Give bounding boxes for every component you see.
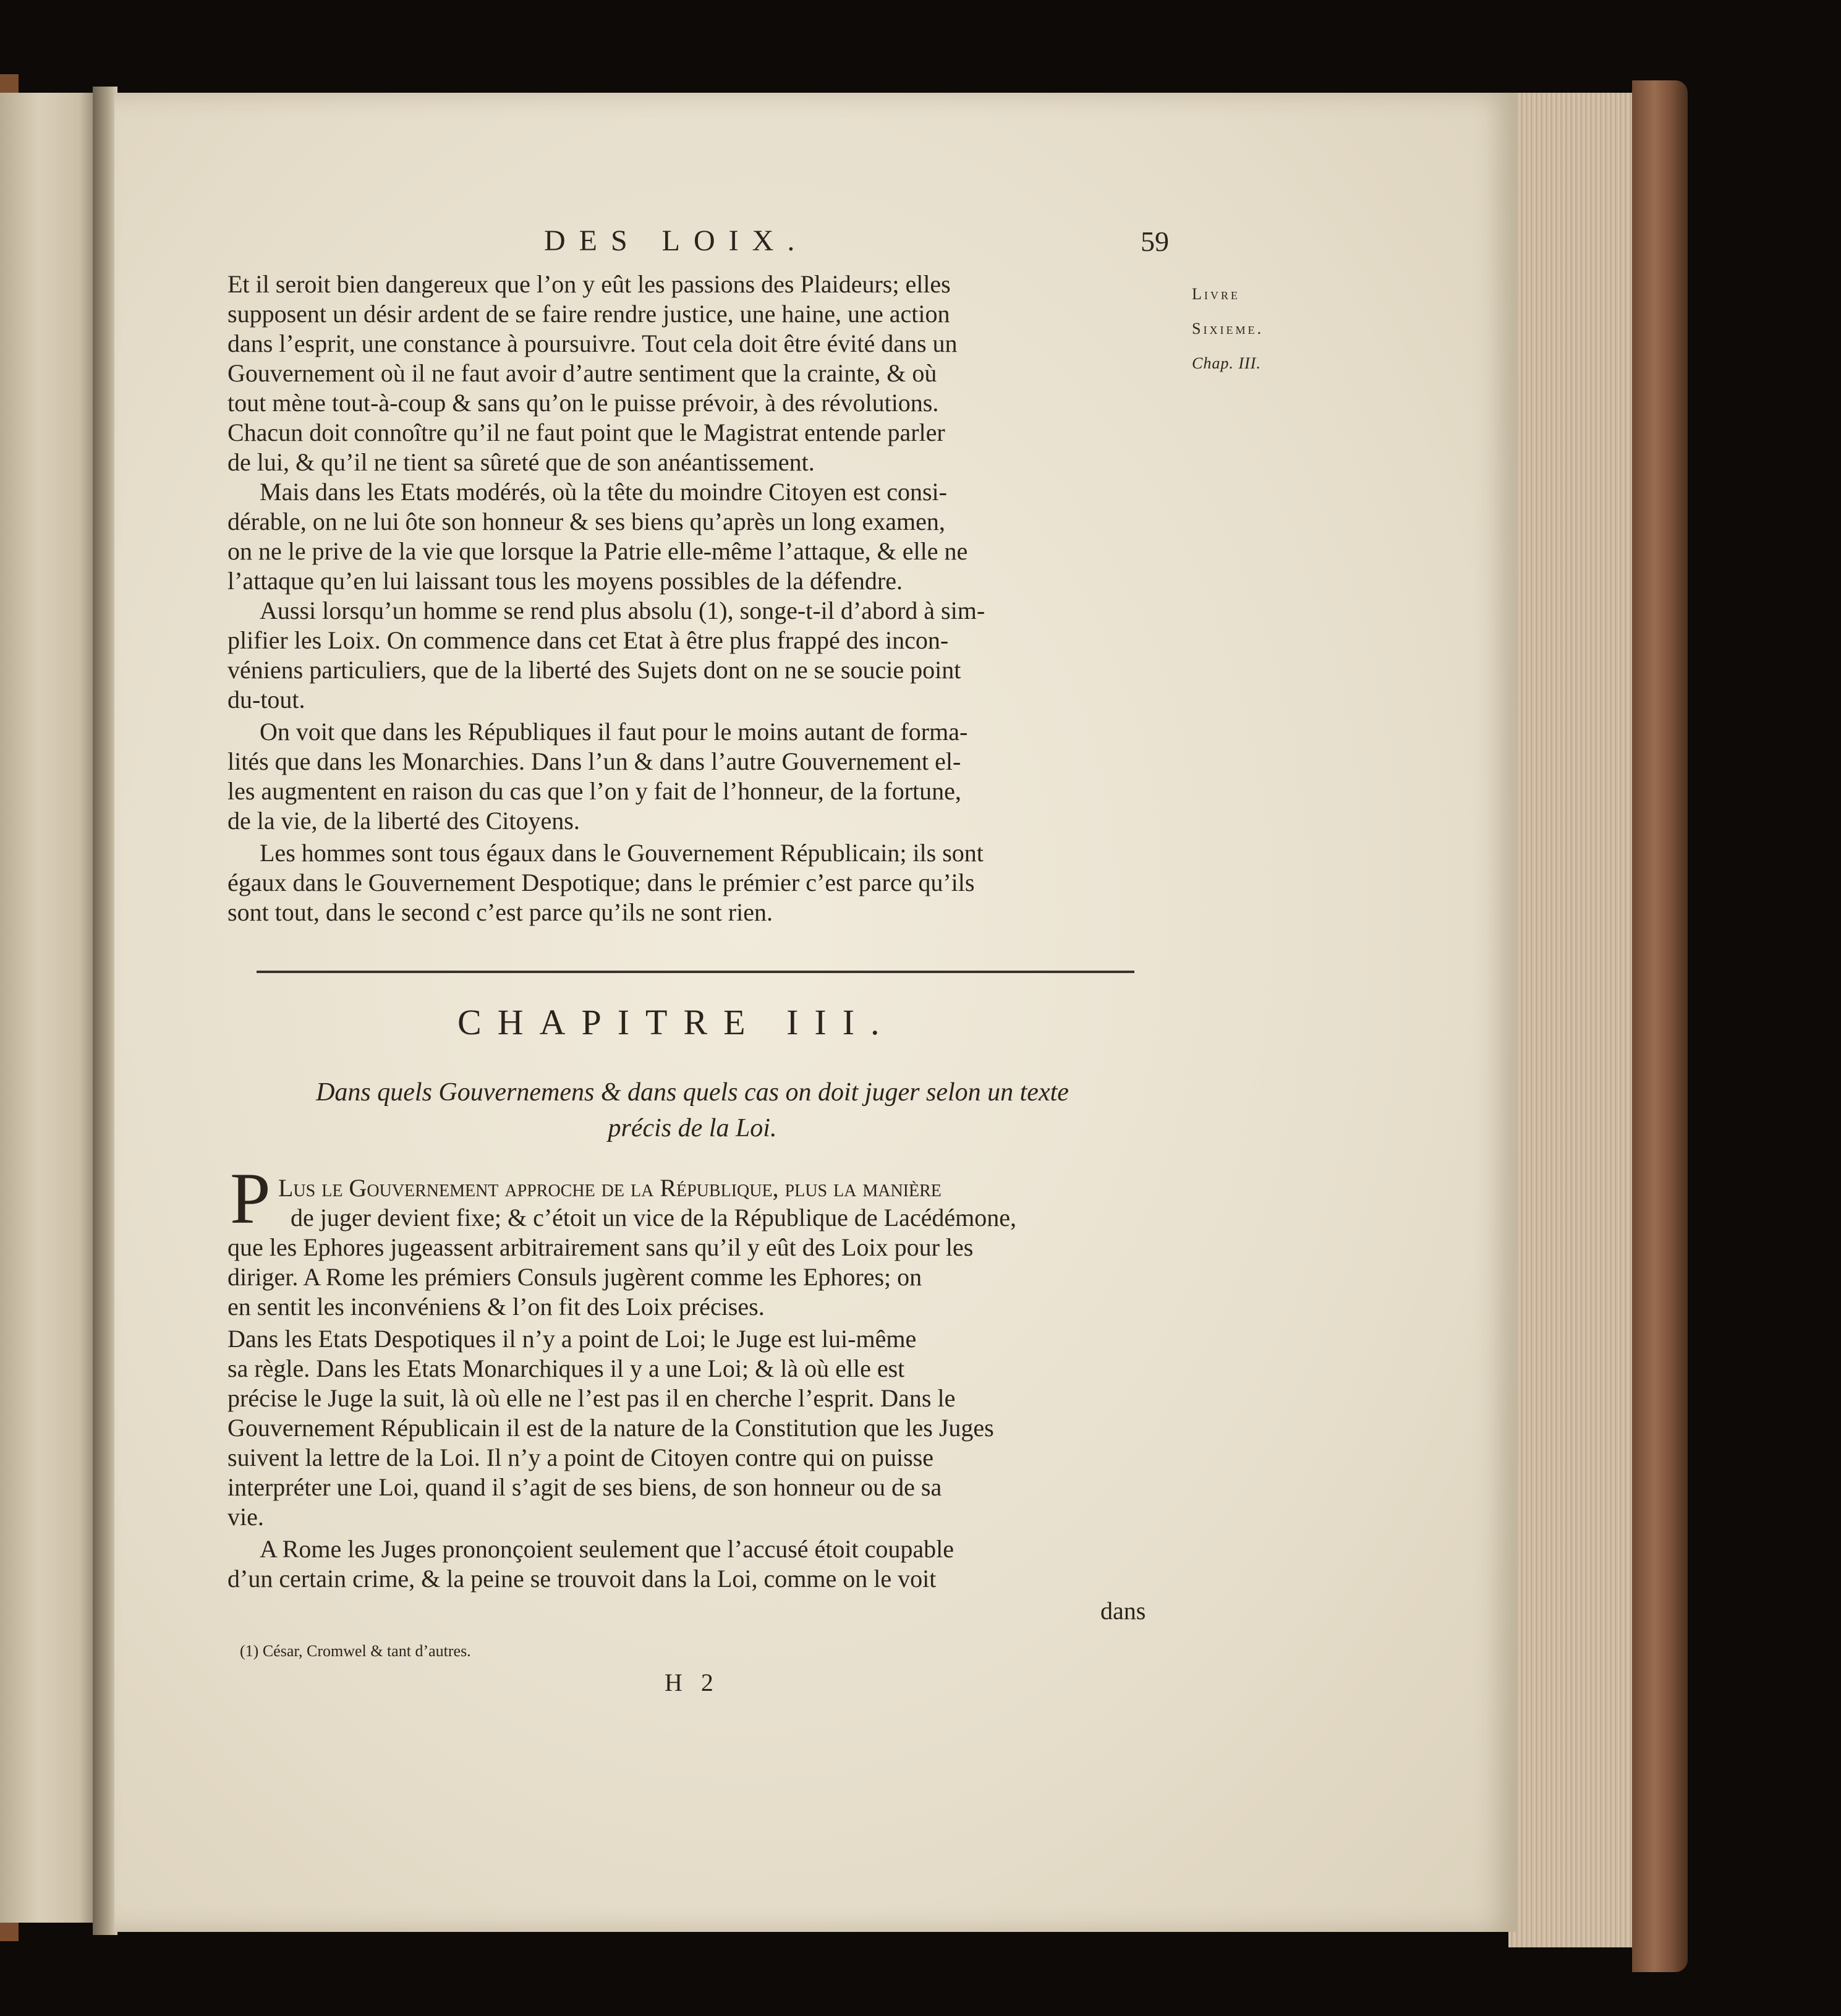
chapter-title: CHAPITRE III. bbox=[457, 1002, 896, 1042]
text-line: Dans les Etats Despotiques il n’y a point de Loi; le Juge est lui-même bbox=[227, 1325, 917, 1353]
left-page-edge bbox=[0, 93, 99, 1923]
text-line: vie. bbox=[227, 1503, 264, 1531]
text-line: l’attaque qu’en lui laissant tous les moyens possibles de la défendre. bbox=[227, 567, 903, 595]
text-line: précise le Juge la suit, là où elle ne l’est pas il en cherche l’esprit. Dans le bbox=[227, 1384, 956, 1412]
text-line: On voit que dans les Républiques il faut pour le moins autant de forma- bbox=[260, 718, 968, 746]
book-gutter bbox=[93, 87, 117, 1935]
text-line: dans l’esprit, une constance à poursuivre. Tout cela doit être évité dans un bbox=[227, 330, 958, 357]
text-line: on ne le prive de la vie que lorsque la Patrie elle-même l’attaque, & elle ne bbox=[227, 537, 968, 565]
catchword: dans bbox=[1100, 1597, 1146, 1625]
margin-note bbox=[1192, 277, 1264, 381]
text-line: sa règle. Dans les Etats Monarchiques il y a une Loi; & là où elle est bbox=[227, 1355, 905, 1382]
text-line: tout mène tout-à-coup & sans qu’on le puisse prévoir, à des révolutions. bbox=[227, 389, 939, 417]
section-rule bbox=[257, 971, 1134, 973]
text-line: en sentit les inconvéniens & l’on fit des Loix précises. bbox=[227, 1293, 765, 1321]
text-line: véniens particuliers, que de la liberté des Sujets dont on ne se soucie point bbox=[227, 656, 961, 684]
text-line: plifier les Loix. On commence dans cet Etat à être plus frappé des incon- bbox=[227, 626, 949, 654]
margin-note-chapter: Chap. III. bbox=[1192, 354, 1261, 372]
chapter-subtitle bbox=[247, 1074, 1137, 1146]
text-line: du-tout. bbox=[227, 686, 305, 713]
text-line: Aussi lorsqu’un homme se rend plus absolu (1), songe-t-il d’abord à sim- bbox=[260, 597, 985, 624]
text-line: Gouvernement où il ne faut avoir d’autre sentiment que la crainte, & où bbox=[227, 359, 937, 387]
text-line: lités que dans les Monarchies. Dans l’un & dans l’autre Gouvernement el- bbox=[227, 747, 961, 775]
text-line: de juger devient fixe; & c’étoit un vice de la République de Lacédémone, bbox=[291, 1204, 1016, 1231]
text-line: de la vie, de la liberté des Citoyens. bbox=[227, 807, 580, 835]
text-line: égaux dans le Gouvernement Despotique; dans le prémier c’est parce qu’ils bbox=[227, 869, 975, 896]
text-line: que les Ephores jugeassent arbitrairement sans qu’il y eût des Loix pour les bbox=[227, 1233, 974, 1261]
text-line: Les hommes sont tous égaux dans le Gouvernement Républicain; ils sont bbox=[260, 839, 984, 867]
text-line: interpréter une Loi, quand il s’agit de ses biens, de son honneur ou de sa bbox=[227, 1473, 942, 1501]
chapter-subtitle-line: précis de la Loi. bbox=[608, 1114, 777, 1142]
text-line: dérable, on ne lui ôte son honneur & ses biens qu’après un long examen, bbox=[227, 508, 945, 535]
page-block-edge bbox=[1508, 93, 1644, 1947]
text-line: supposent un désir ardent de se faire rendre justice, une haine, une action bbox=[227, 300, 950, 328]
right-book-cover bbox=[1632, 80, 1688, 1972]
text-line: diriger. A Rome les prémiers Consuls jugèrent comme les Ephores; on bbox=[227, 1263, 922, 1291]
footnote: (1) César, Cromwel & tant d’autres. bbox=[240, 1642, 471, 1660]
text-line: de lui, & qu’il ne tient sa sûreté que de son anéantissement. bbox=[227, 448, 815, 476]
signature-mark: H 2 bbox=[665, 1669, 720, 1696]
margin-note-sixth: Sixieme. bbox=[1192, 320, 1264, 338]
text-line: suivent la lettre de la Loi. Il n’y a point de Citoyen contre qui on puisse bbox=[227, 1444, 933, 1471]
text-line: Lus le Gouvernement approche de la République, plus la manière bbox=[278, 1174, 942, 1202]
text-line: sont tout, dans le second c’est parce qu’ils ne sont rien. bbox=[227, 898, 773, 926]
running-head: DES LOIX. bbox=[544, 224, 809, 257]
text-line: Gouvernement Républicain il est de la nature de la Constitution que les Juges bbox=[227, 1414, 994, 1442]
text-line: Et il seroit bien dangereux que l’on y eût les passions des Plaideurs; elles bbox=[227, 270, 951, 298]
chapter-subtitle-line: Dans quels Gouvernemens & dans quels cas on doit juger selon un texte bbox=[316, 1078, 1069, 1107]
text-line: d’un certain crime, & la peine se trouvoit dans la Loi, comme on le voit bbox=[227, 1565, 937, 1593]
text-line: Chacun doit connoître qu’il ne faut point que le Magistrat entende parler bbox=[227, 419, 945, 446]
text-line: les augmentent en raison du cas que l’on y fait de l’honneur, de la fortune, bbox=[227, 777, 961, 805]
text-line: Mais dans les Etats modérés, où la tête du moindre Citoyen est consi- bbox=[260, 478, 947, 506]
margin-note-book: Livre bbox=[1192, 285, 1240, 303]
text-line: A Rome les Juges prononçoient seulement que l’accusé étoit coupable bbox=[260, 1535, 955, 1563]
page-number: 59 bbox=[1141, 226, 1169, 257]
drop-cap: P bbox=[230, 1158, 271, 1239]
